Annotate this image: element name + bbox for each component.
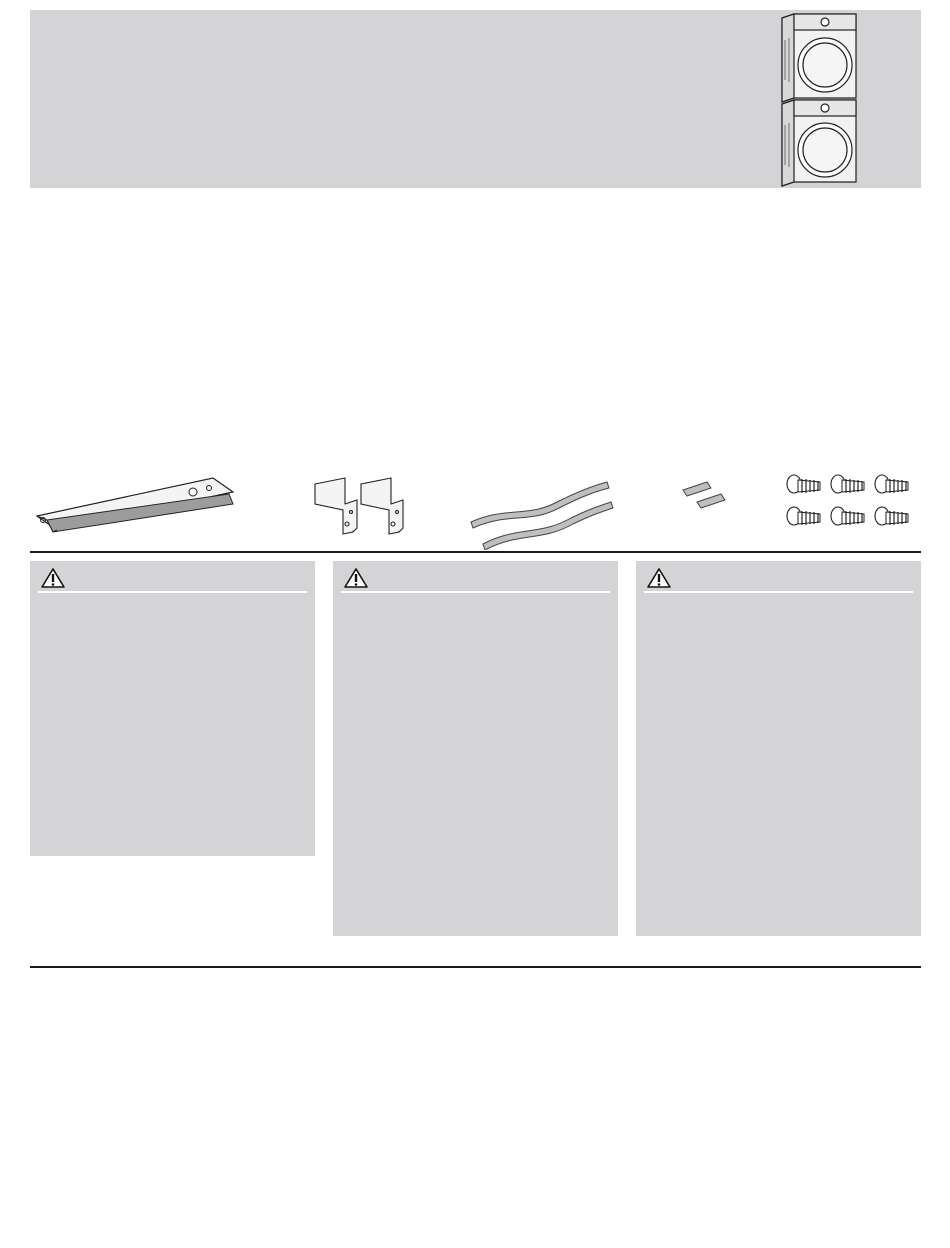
warning-box-1	[30, 561, 315, 856]
screws-icon	[784, 470, 916, 532]
warning-triangle-icon	[646, 567, 672, 589]
foam-strips-icon	[471, 482, 613, 550]
stacked-washer-dryer-illustration	[776, 10, 862, 188]
warning-header-1	[38, 567, 307, 593]
section-divider-top	[30, 551, 921, 553]
warning-header-3	[644, 567, 913, 593]
warning-header-2	[341, 567, 610, 593]
warning-box-3	[636, 561, 921, 936]
parts-row	[0, 460, 950, 550]
mounting-brackets-icon	[315, 478, 403, 534]
stacking-rail-icon	[33, 474, 243, 534]
section-divider-bottom	[30, 966, 921, 968]
warning-box-2	[333, 561, 618, 936]
small-pads-icon	[683, 482, 725, 508]
warning-triangle-icon	[343, 567, 369, 589]
warning-triangle-icon	[40, 567, 66, 589]
